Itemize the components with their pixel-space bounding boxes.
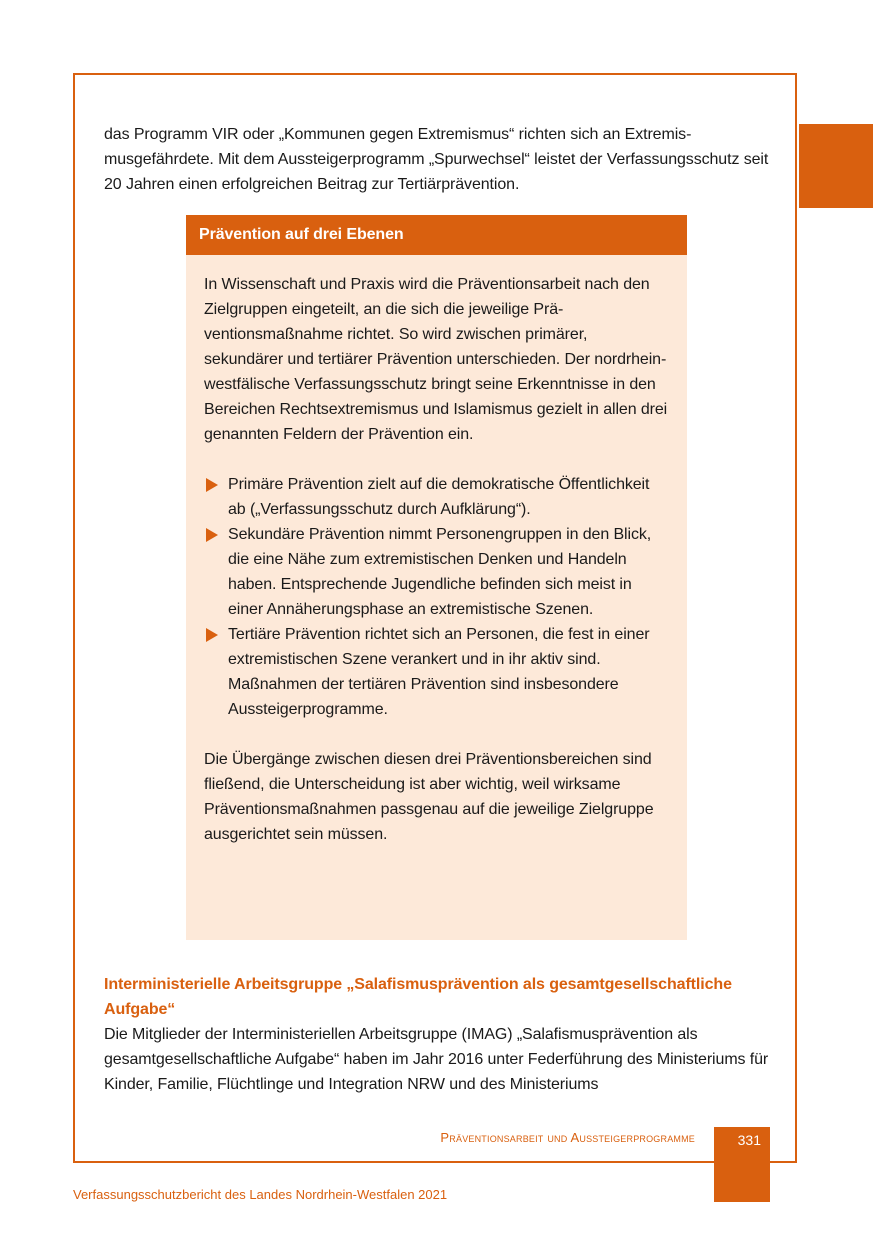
- footer-text: Verfassungsschutzbericht des Landes Nordrhein-Westfalen 2021: [73, 1187, 448, 1202]
- chapter-side-tab: [799, 124, 873, 208]
- bottom-paragraph: Die Mitglieder der Interministeriellen Arbeitsgruppe (IMAG) „Salafismusprävention als gesamtgesellschaftliche Aufgabe“ haben im Jahr 2016 unter Federführung des Ministeriums für Kinder, Familie, Flüchtlinge und Integration NRW und des Ministeriums: [104, 1026, 769, 1093]
- top-paragraph: das Programm VIR oder „Kommunen gegen Extremismus“ richten sich an Extremismusgefährdete. Mit dem Aussteigerprogramm „Spurwechsel“ leistet der Verfassungsschutz seit 20 Jahren einen erfolgreichen Beitrag zur Tertiärprävention.: [104, 126, 769, 193]
- info-box-intro: In Wissenschaft und Praxis wird die Präventionsarbeit nach den Zielgruppen eingeteilt, an die sich die jeweilige Präventionsmaßnahme richtet. So wird zwischen primärer, sekundärer und tertiärer Prävention unterschieden. Der nordrhein-westfälische Verfassungsschutz bringt seine Erkenntnisse in den Bereichen Rechtsextremismus und Islamismus gezielt in allen drei genannten Feldern der Prävention ein.: [204, 276, 668, 443]
- list-item: [204, 472, 669, 522]
- list-item: [204, 522, 669, 622]
- section-heading: Interministerielle Arbeitsgruppe „Salafismusprävention als gesamtgesellschaftliche Aufgabe“: [104, 976, 732, 1018]
- list-item: [204, 622, 669, 722]
- triangle-bullet-icon: [206, 478, 218, 492]
- info-box-outro: Die Übergänge zwischen diesen drei Präventionsbereichen sind fließend, die Unterscheidung ist aber wichtig, weil wirksame Präventionsmaßnahmen passgenau auf die jeweilige Zielgruppe ausgerichtet sein müssen.: [204, 751, 654, 843]
- list-item-text: Primäre Prävention zielt auf die demokratische Öffentlichkeit ab („Verfassungsschutz durch Aufklärung“).: [228, 476, 650, 518]
- info-box-title: Prävention auf drei Ebenen: [186, 215, 687, 255]
- page-number: 331: [714, 1127, 770, 1202]
- triangle-bullet-icon: [206, 528, 218, 542]
- list-item-text: Tertiäre Prävention richtet sich an Personen, die fest in einer extremistischen Szene verankert und in ihr aktiv sind. Maßnahmen der tertiären Prävention sind insbesondere Aussteigerprogramme.: [228, 626, 650, 718]
- prevention-list: [204, 472, 669, 722]
- triangle-bullet-icon: [206, 628, 218, 642]
- info-box-body: [186, 255, 687, 847]
- running-title: Präventionsarbeit und Aussteigerprogramme: [440, 1130, 695, 1145]
- list-item-text: Sekundäre Prävention nimmt Personengruppen in den Blick, die eine Nähe zum extremistischen Denken und Handeln haben. Entsprechende Jugendliche befinden sich meist in einer Annäherungsphase an extremistische Szenen.: [228, 526, 652, 618]
- info-box: [186, 215, 687, 940]
